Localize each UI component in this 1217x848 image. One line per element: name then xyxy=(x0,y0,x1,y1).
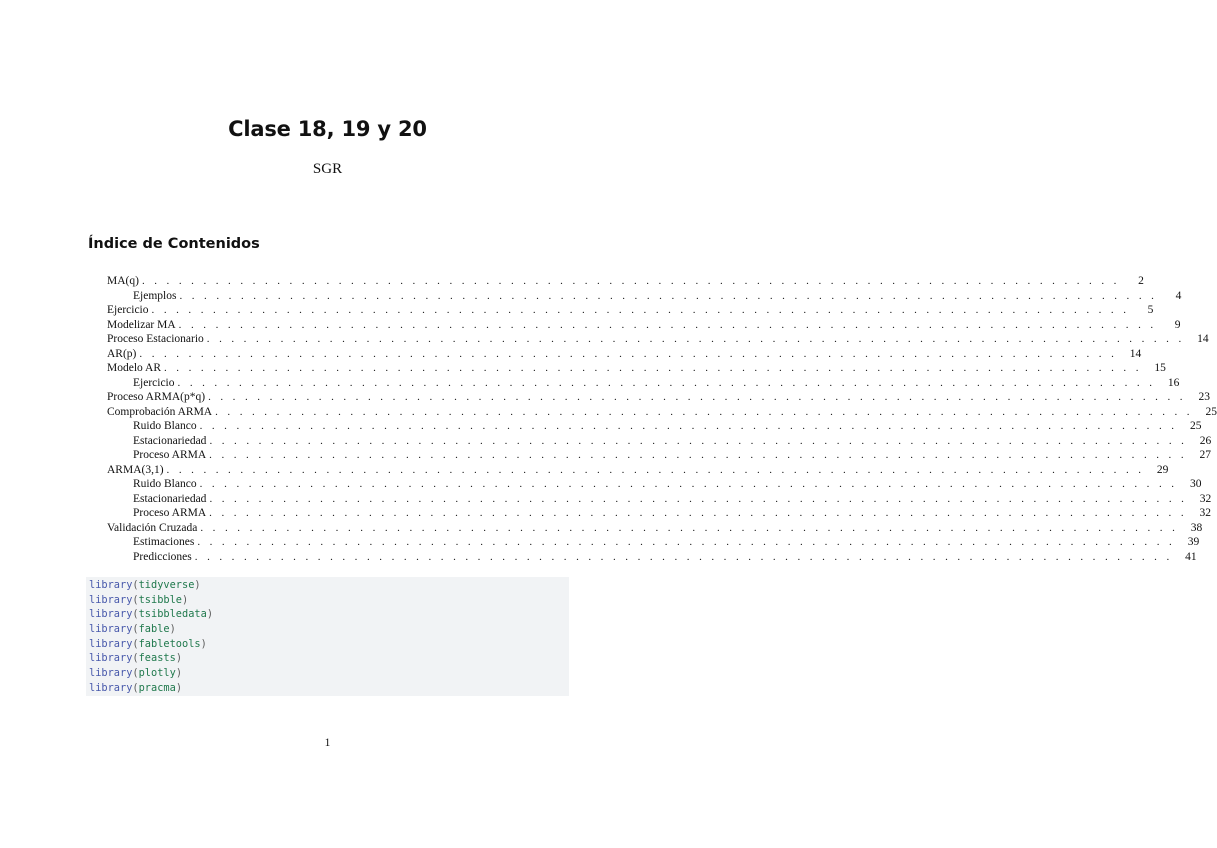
toc-entry-page: 15 xyxy=(1154,362,1166,374)
code-keyword: library xyxy=(89,681,133,694)
toc-entry[interactable] xyxy=(107,405,1217,420)
code-argument: feasts xyxy=(138,652,176,665)
code-block xyxy=(86,577,569,696)
toc-entry[interactable] xyxy=(107,274,1144,289)
toc-entry-page: 9 xyxy=(1174,318,1181,331)
toc-dot-leader: . . . . . . . . . . . . . . . . . . . . . . . . . . . . . . . . . . . . . . . . . . . . . . . . . . . . . . . . . . . . . . . . . . . . . . . . . . . . . . . . xyxy=(177,376,1156,389)
toc-entry-page: 23 xyxy=(1198,391,1210,403)
toc-entry-label: Modelo AR xyxy=(107,362,161,374)
table-of-contents xyxy=(107,274,1217,564)
code-argument: tsibbledata xyxy=(138,608,207,621)
toc-dot-leader: . . . . . . . . . . . . . . . . . . . . . . . . . . . . . . . . . . . . . . . . . . . . . . . . . . . . . . . . . . . . . . . . . . . . . . . . . . . . . . . . xyxy=(151,304,1130,316)
document-title: Clase 18, 19 y 20 xyxy=(228,117,427,141)
code-argument: plotly xyxy=(138,667,176,680)
toc-entry[interactable] xyxy=(107,303,1154,318)
toc-entry-page: 29 xyxy=(1156,463,1169,476)
toc-entry-label: Proceso ARMA(p*q) xyxy=(107,391,206,403)
code-line: library(fabletools) xyxy=(89,637,207,650)
toc-entry[interactable] xyxy=(107,390,1210,405)
toc-entry-page: 32 xyxy=(1199,492,1212,505)
toc-dot-leader: . . . . . . . . . . . . . . . . . . . . . . . . . . . . . . . . . . . . . . . . . . . . . . . . . . . . . . . . . . . . . . . . . . . . . . . . . . . . . . . . xyxy=(199,420,1178,432)
toc-entry[interactable] xyxy=(107,448,1212,463)
toc-entry[interactable] xyxy=(107,535,1200,550)
toc-entry-page: 25 xyxy=(1205,405,1217,418)
toc-entry-label: Estacionariedad xyxy=(133,492,207,505)
toc-entry[interactable] xyxy=(107,492,1212,507)
toc-dot-leader: . . . . . . . . . . . . . . . . . . . . . . . . . . . . . . . . . . . . . . . . . . . . . . . . . . . . . . . . . . . . . . . . . . . . . . . . . . . . . . . . xyxy=(209,449,1188,461)
toc-entry-page: 26 xyxy=(1199,434,1212,447)
toc-entry-label: Proceso ARMA xyxy=(133,507,207,519)
toc-dot-leader: . . . . . . . . . . . . . . . . . . . . . . . . . . . . . . . . . . . . . . . . . . . . . . . . . . . . . . . . . . . . . . . . . . . . . . . . . . . . . . . . xyxy=(197,536,1176,548)
code-line: library(tidyverse) xyxy=(89,579,201,591)
toc-entry-page: 4 xyxy=(1175,289,1182,302)
toc-entry[interactable] xyxy=(107,521,1203,536)
toc-entry-label: Ejemplos xyxy=(133,289,177,302)
toc-dot-leader: . . . . . . . . . . . . . . . . . . . . . . . . . . . . . . . . . . . . . . . . . . . . . . . . . . . . . . . . . . . . . . . . . . . . . . . . . . . . . . . . xyxy=(209,492,1188,505)
toc-entry-page: 38 xyxy=(1190,521,1203,534)
toc-entry-label: MA(q) xyxy=(107,275,139,287)
code-line: library(plotly) xyxy=(89,667,183,680)
toc-entry-label: Proceso ARMA xyxy=(133,449,207,461)
toc-entry-label: Ejercicio xyxy=(107,304,149,316)
toc-dot-leader: . . . . . . . . . . . . . . . . . . . . . . . . . . . . . . . . . . . . . . . . . . . . . . . . . . . . . . . . . . . . . . . . . . . . . . . . . . . . . . . . xyxy=(209,507,1188,519)
toc-entry-page: 30 xyxy=(1189,478,1202,490)
toc-dot-leader: . . . . . . . . . . . . . . . . . . . . . . . . . . . . . . . . . . . . . . . . . . . . . . . . . . . . . . . . . . . . . . . . . . . . . . . . . . . . . . . . xyxy=(209,434,1188,447)
code-keyword: library xyxy=(89,608,133,621)
toc-entry-page: 32 xyxy=(1199,507,1212,519)
toc-entry[interactable] xyxy=(107,289,1182,304)
toc-entry[interactable] xyxy=(107,419,1202,434)
toc-entry-page: 5 xyxy=(1147,304,1154,316)
toc-entry-label: Estimaciones xyxy=(133,536,195,548)
toc-entry-page: 14 xyxy=(1197,333,1209,345)
code-argument: fable xyxy=(138,623,170,636)
toc-dot-leader: . . . . . . . . . . . . . . . . . . . . . . . . . . . . . . . . . . . . . . . . . . . . . . . . . . . . . . . . . . . . . . . . . . . . . . . . . . . . . . . . xyxy=(215,405,1193,418)
toc-dot-leader: . . . . . . . . . . . . . . . . . . . . . . . . . . . . . . . . . . . . . . . . . . . . . . . . . . . . . . . . . . . . . . . . . . . . . . . . . . . . . . . . xyxy=(208,391,1186,403)
toc-entry-label: Modelizar MA xyxy=(107,318,176,331)
toc-dot-leader: . . . . . . . . . . . . . . . . . . . . . . . . . . . . . . . . . . . . . . . . . . . . . . . . . . . . . . . . . . . . . . . . . . . . . . . . . . . . . . . . xyxy=(141,275,1120,287)
toc-entry[interactable] xyxy=(107,477,1202,492)
toc-entry-label: Estacionariedad xyxy=(133,434,207,447)
toc-entry[interactable] xyxy=(107,332,1209,347)
toc-dot-leader: . . . . . . . . . . . . . . . . . . . . . . . . . . . . . . . . . . . . . . . . . . . . . . . . . . . . . . . . . . . . . . . . . . . . . . . . . . . . . . . . xyxy=(200,521,1179,534)
toc-heading: Índice de Contenidos xyxy=(88,236,260,252)
toc-dot-leader: . . . . . . . . . . . . . . . . . . . . . . . . . . . . . . . . . . . . . . . . . . . . . . . . . . . . . . . . . . . . . . . . . . . . . . . . . . . . . . . . xyxy=(166,463,1145,476)
toc-entry[interactable] xyxy=(107,376,1180,391)
code-argument: tidyverse xyxy=(138,579,195,591)
code-keyword: library xyxy=(89,652,133,665)
toc-entry-label: AR(p) xyxy=(107,347,137,360)
toc-entry-label: Ruido Blanco xyxy=(133,420,197,432)
code-line: library(tsibbledata) xyxy=(89,608,214,621)
toc-entry-page: 25 xyxy=(1189,420,1202,432)
toc-dot-leader: . . . . . . . . . . . . . . . . . . . . . . . . . . . . . . . . . . . . . . . . . . . . . . . . . . . . . . . . . . . . . . . . . . . . . . . . . . . . . . . . xyxy=(194,550,1173,563)
toc-entry-label: Validación Cruzada xyxy=(107,521,198,534)
code-line: library(tsibble) xyxy=(89,593,189,606)
toc-entry-page: 16 xyxy=(1167,376,1180,389)
toc-entry[interactable] xyxy=(107,347,1142,362)
code-argument: pracma xyxy=(138,681,176,694)
toc-entry[interactable] xyxy=(107,434,1212,449)
toc-entry-label: Comprobación ARMA xyxy=(107,405,213,418)
toc-entry-label: Ruido Blanco xyxy=(133,478,197,490)
toc-dot-leader: . . . . . . . . . . . . . . . . . . . . . . . . . . . . . . . . . . . . . . . . . . . . . . . . . . . . . . . . . . . . . . . . . . . . . . . . . . . . . . . . xyxy=(179,289,1158,302)
toc-entry-page: 2 xyxy=(1138,275,1144,287)
toc-dot-leader: . . . . . . . . . . . . . . . . . . . . . . . . . . . . . . . . . . . . . . . . . . . . . . . . . . . . . . . . . . . . . . . . . . . . . . . . . . . . . . . . xyxy=(206,333,1185,345)
toc-dot-leader: . . . . . . . . . . . . . . . . . . . . . . . . . . . . . . . . . . . . . . . . . . . . . . . . . . . . . . . . . . . . . . . . . . . . . . . . . . . . . . . . xyxy=(164,362,1142,374)
toc-entry[interactable] xyxy=(107,506,1212,521)
document-author: SGR xyxy=(312,161,343,177)
toc-entry-page: 14 xyxy=(1129,347,1142,360)
code-keyword: library xyxy=(89,637,133,650)
toc-entry-label: Predicciones xyxy=(133,550,192,563)
toc-entry[interactable] xyxy=(107,550,1197,565)
code-keyword: library xyxy=(89,623,133,636)
code-keyword: library xyxy=(89,593,133,606)
toc-dot-leader: . . . . . . . . . . . . . . . . . . . . . . . . . . . . . . . . . . . . . . . . . . . . . . . . . . . . . . . . . . . . . . . . . . . . . . . . . . . . . . . . xyxy=(199,478,1178,490)
toc-entry-page: 27 xyxy=(1199,449,1212,461)
code-keyword: library xyxy=(89,579,133,591)
code-keyword: library xyxy=(89,667,133,680)
toc-entry-page: 41 xyxy=(1185,550,1197,563)
code-line: library(pracma) xyxy=(89,681,183,694)
toc-entry[interactable] xyxy=(107,463,1169,478)
toc-entry[interactable] xyxy=(107,361,1166,376)
toc-entry-label: Proceso Estacionario xyxy=(107,333,204,345)
code-line: library(fable) xyxy=(89,623,176,636)
toc-dot-leader: . . . . . . . . . . . . . . . . . . . . . . . . . . . . . . . . . . . . . . . . . . . . . . . . . . . . . . . . . . . . . . . . . . . . . . . . . . . . . . . . xyxy=(139,347,1118,360)
code-line: library(feasts) xyxy=(89,652,183,665)
toc-entry-label: ARMA(3,1) xyxy=(107,463,164,476)
page-number: 1 xyxy=(324,737,331,749)
toc-entry-label: Ejercicio xyxy=(133,376,175,389)
toc-dot-leader: . . . . . . . . . . . . . . . . . . . . . . . . . . . . . . . . . . . . . . . . . . . . . . . . . . . . . . . . . . . . . . . . . . . . . . . . . . . . . . . . xyxy=(178,318,1157,331)
code-argument: tsibble xyxy=(138,593,183,606)
code-argument: fabletools xyxy=(138,637,201,650)
toc-entry-page: 39 xyxy=(1187,536,1200,548)
toc-entry[interactable] xyxy=(107,318,1181,333)
